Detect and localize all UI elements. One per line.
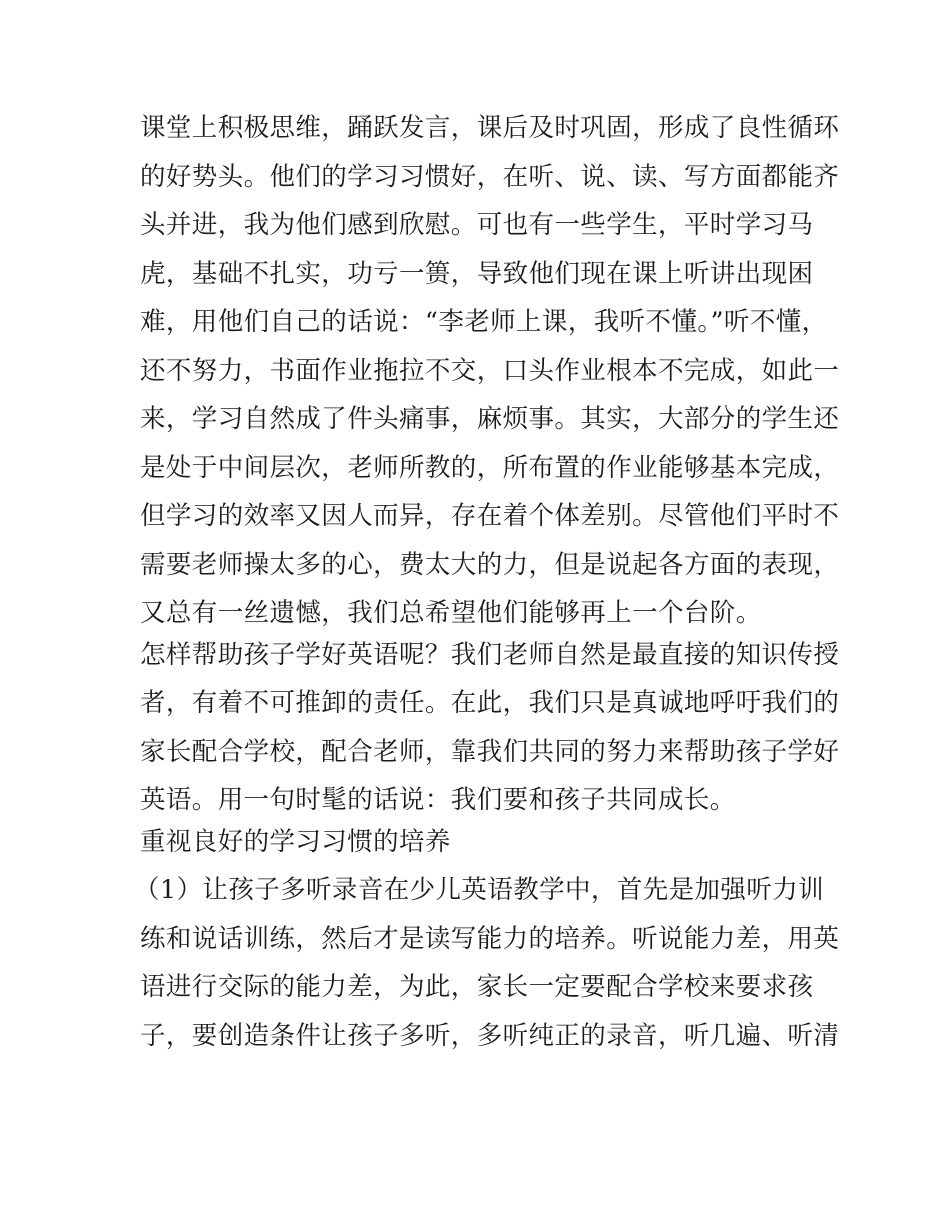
text-line-9: 但学习的效率又因人而异，存在着个体差别。尽管他们平时不 [140,501,840,531]
document-page [134,104,840,1060]
text-line-20: 子，要创造条件让孩子多听，多听纯正的录音，听几遍、听清 [140,1020,840,1051]
text-line-14: 家长配合学校，配合老师，靠我们共同的努力来帮助孩子学好 [140,736,840,767]
text-line-4: 虎，基础不扎实，功亏一篑，导致他们现在课上听讲出现困 [140,258,814,289]
text-line-3: 头并进，我为他们感到欣慰。可也有一些学生，平时学习马 [140,210,814,240]
text-line-2: 的好势头。他们的学习习惯好，在听、说、读、写方面都能齐 [140,161,840,192]
text-line-6: 还不努力，书面作业拖拉不交，口头作业根本不完成，如此一 [140,355,840,386]
text-line-1: 课堂上积极思维，踊跃发言，课后及时巩固，形成了良性循环 [140,113,840,143]
text-line-11: 又总有一丝遗憾，我们总希望他们能够再上一个台阶。 [140,598,762,628]
text-line-7: 来，学习自然成了件头痛事，麻烦事。其实，大部分的学生还 [140,404,840,434]
paragraph-start-line: 怎样帮助孩子学好英语呢？我们老师自然是最直接的知识传授 [140,639,840,670]
text-line-5: 难，用他们自己的话说：“李老师上课，我听不懂。”听不懂， [140,307,828,337]
text-line-18: 练和说话训练，然后才是读写能力的培养。听说能力差，用英 [140,923,840,954]
text-line-10: 需要老师操太多的心，费太大的力，但是说起各方面的表现， [140,549,840,580]
text-line-19: 语进行交际的能力差，为此，家长一定要配合学校来要求孩 [140,972,814,1002]
text-line-13: 者，有着不可推卸的责任。在此，我们只是真诚地呼吁我们的 [140,688,840,718]
text-line-8: 是处于中间层次，老师所教的，所布置的作业能够基本完成， [140,452,840,483]
text-line-15: 英语。用一句时髦的话说：我们要和孩子共同成长。 [140,785,736,815]
list-item-1-line: （1）让孩子多听录音在少儿英语教学中，首先是加强听力训 [134,875,825,905]
section-heading: 重视良好的学习习惯的培养 [140,826,451,857]
